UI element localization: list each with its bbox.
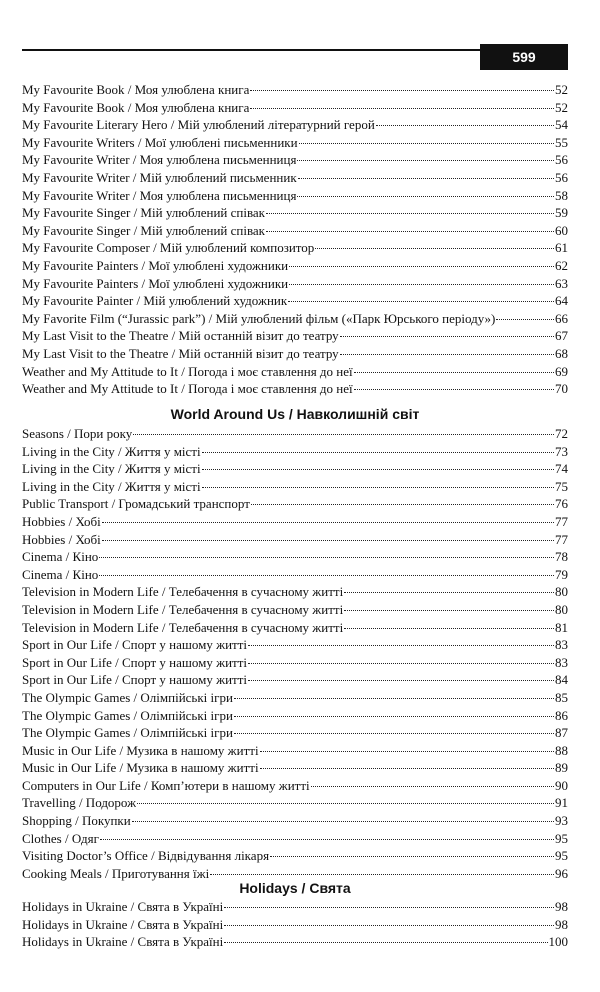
toc-entry: [22, 759, 568, 777]
toc-entry-title: Holidays in Ukraine / Свята в Україні: [22, 934, 224, 950]
toc-leader-dots: [234, 698, 554, 699]
toc-entry: [22, 239, 568, 257]
toc-entry: [22, 777, 568, 795]
toc-entry-page: 93: [555, 813, 568, 829]
toc-entry: [22, 134, 568, 152]
toc-entry: [22, 619, 568, 637]
toc-leader-dots: [132, 821, 554, 822]
toc-entry: [22, 257, 568, 275]
toc-leader-dots: [248, 645, 554, 646]
toc-entry: [22, 443, 568, 461]
toc-entry: [22, 345, 568, 363]
toc-entry-page: 68: [555, 345, 568, 361]
toc-leader-dots: [234, 733, 554, 734]
toc-entry-title: Living in the City / Життя у місті: [22, 461, 201, 477]
toc-entry-title: Living in the City / Життя у місті: [22, 443, 201, 459]
toc-leader-dots: [210, 874, 554, 875]
toc-leader-dots: [137, 803, 554, 804]
toc-entry: [22, 933, 568, 951]
toc-leader-dots: [260, 768, 554, 769]
toc-entry: [22, 495, 568, 513]
toc-entry-page: 88: [555, 742, 568, 758]
toc-leader-dots: [100, 839, 554, 840]
toc-leader-dots: [354, 389, 554, 390]
toc-entry-page: 89: [555, 760, 568, 776]
toc-entry-page: 84: [555, 672, 568, 688]
toc-entry-title: Shopping / Покупки: [22, 813, 131, 829]
toc-entry-title: My Favourite Singer / Мій улюблений співак: [22, 222, 266, 238]
toc-entry-page: 98: [555, 916, 568, 932]
toc-entry-page: 52: [555, 99, 568, 115]
toc-entry-page: 70: [555, 381, 568, 397]
toc-entry-title: My Favourite Literary Hero / Мій улюблений літературний герой: [22, 117, 375, 133]
toc-entry: [22, 460, 568, 478]
toc-leader-dots: [315, 248, 554, 249]
toc-leader-dots: [344, 610, 554, 611]
toc-leader-dots: [99, 575, 554, 576]
toc-entry: [22, 531, 568, 549]
toc-leader-dots: [344, 592, 554, 593]
toc-entry: [22, 847, 568, 865]
toc-entry-page: 63: [555, 275, 568, 291]
toc-entry-title: Television in Modern Life / Телебачення в сучасному житті: [22, 619, 344, 635]
toc-entry-page: 100: [548, 934, 568, 950]
toc-entry: [22, 830, 568, 848]
toc-entry-page: 83: [555, 637, 568, 653]
toc-entry: [22, 99, 568, 117]
toc-entry-title: My Favourite Painters / Мої улюблені художники: [22, 275, 289, 291]
toc-entry-title: Hobbies / Хобі: [22, 513, 101, 529]
toc-entry-page: 80: [555, 601, 568, 617]
toc-leader-dots: [260, 751, 554, 752]
toc-entry-page: 75: [555, 478, 568, 494]
toc-leader-dots: [298, 178, 554, 179]
toc-entry-title: My Favourite Book / Моя улюблена книга: [22, 82, 250, 97]
toc-entry: [22, 636, 568, 654]
toc-entry: [22, 275, 568, 293]
toc-entry-page: 87: [555, 725, 568, 741]
toc-entry: [22, 151, 568, 169]
toc-entry: [22, 380, 568, 398]
toc-entry-page: 76: [555, 496, 568, 512]
toc-entry-page: 59: [555, 205, 568, 221]
toc-entry: [22, 548, 568, 566]
toc-entry-page: 74: [555, 461, 568, 477]
toc-entry-title: Music in Our Life / Музика в нашому житті: [22, 760, 259, 776]
toc-entry-title: My Favourite Writer / Моя улюблена письменниця: [22, 187, 297, 203]
toc-entry: [22, 81, 568, 99]
toc-leader-dots: [250, 90, 554, 91]
toc-entry-title: Seasons / Пори року: [22, 426, 133, 441]
toc-entry-title: Public Transport / Громадський транспорт: [22, 496, 250, 512]
toc-group-3: [22, 898, 568, 951]
toc-entry-title: My Favourite Painter / Мій улюблений художник: [22, 293, 288, 309]
toc-entry-page: 85: [555, 689, 568, 705]
toc-leader-dots: [224, 907, 554, 908]
toc-leader-dots: [344, 628, 554, 629]
toc-entry-page: 56: [555, 152, 568, 168]
toc-leader-dots: [224, 925, 554, 926]
toc-entry-page: 64: [555, 293, 568, 309]
toc-leader-dots: [248, 680, 554, 681]
toc-entry: [22, 363, 568, 381]
toc-entry-page: 52: [555, 82, 568, 97]
toc-entry-title: Cinema / Кіно: [22, 566, 99, 582]
toc-entry-page: 56: [555, 169, 568, 185]
toc-leader-dots: [270, 856, 554, 857]
toc-entry-title: The Olympic Games / Олімпійські ігри: [22, 689, 233, 705]
toc-entry-page: 95: [555, 848, 568, 864]
toc-entry-title: The Olympic Games / Олімпійські ігри: [22, 707, 233, 723]
toc-entry: [22, 654, 568, 672]
toc-entry-page: 77: [555, 513, 568, 529]
toc-leader-dots: [266, 231, 554, 232]
toc-entry-page: 69: [555, 363, 568, 379]
toc-entry-title: Holidays in Ukraine / Свята в Україні: [22, 899, 224, 914]
toc-entry-page: 58: [555, 187, 568, 203]
toc-entry-page: 91: [555, 795, 568, 811]
toc-entry-title: Music in Our Life / Музика в нашому житті: [22, 742, 259, 758]
toc-entry-title: Weather and My Attitude to It / Погода і моє ставлення до неї: [22, 381, 353, 397]
toc-entry-page: 81: [555, 619, 568, 635]
toc-entry-title: Computers in Our Life / Комп’ютери в нашому житті: [22, 777, 310, 793]
toc-entry-title: Weather and My Attitude to It / Погода і моє ставлення до неї: [22, 363, 353, 379]
header-rule: [22, 49, 480, 51]
toc-entry-title: Sport in Our Life / Спорт у нашому житті: [22, 672, 248, 688]
toc-leader-dots: [354, 372, 554, 373]
toc-leader-dots: [376, 125, 554, 126]
toc-entry-title: Clothes / Одяг: [22, 830, 99, 846]
toc-leader-dots: [288, 301, 554, 302]
toc-leader-dots: [297, 196, 554, 197]
toc-entry-title: Living in the City / Життя у місті: [22, 478, 201, 494]
toc-leader-dots: [496, 319, 554, 320]
toc-entry: [22, 292, 568, 310]
toc-entry-page: 55: [555, 134, 568, 150]
toc-entry: [22, 898, 568, 916]
toc-entry-page: 73: [555, 443, 568, 459]
toc-entry: [22, 689, 568, 707]
toc-entry: [22, 204, 568, 222]
toc-leader-dots: [234, 716, 554, 717]
toc-entry-page: 95: [555, 830, 568, 846]
toc-leader-dots: [224, 942, 547, 943]
section-heading-holidays: Holidays / Свята: [239, 880, 351, 896]
toc-entry-page: 62: [555, 257, 568, 273]
toc-entry: [22, 116, 568, 134]
toc-leader-dots: [248, 663, 554, 664]
toc-leader-dots: [202, 469, 554, 470]
toc-entry-title: My Favourite Singer / Мій улюблений співак: [22, 205, 266, 221]
toc-entry: [22, 916, 568, 934]
toc-entry-page: 79: [555, 566, 568, 582]
toc-entry-page: 80: [555, 584, 568, 600]
toc-entry-title: Sport in Our Life / Спорт у нашому житті: [22, 654, 248, 670]
toc-entry-page: 72: [555, 426, 568, 441]
toc-leader-dots: [340, 336, 554, 337]
toc-entry: [22, 812, 568, 830]
toc-entry: [22, 222, 568, 240]
toc-entry-page: 90: [555, 777, 568, 793]
toc-entry-page: 67: [555, 328, 568, 344]
toc-entry-title: Visiting Doctor’s Office / Відвідування лікаря: [22, 848, 270, 864]
toc-entry-page: 54: [555, 117, 568, 133]
toc-entry-page: 77: [555, 531, 568, 547]
toc-entry: [22, 425, 568, 443]
section-heading-world-around-us: World Around Us / Навколишній світ: [170, 406, 420, 422]
toc-entry-title: My Favourite Writers / Мої улюблені письменники: [22, 134, 298, 150]
toc-entry-page: 60: [555, 222, 568, 238]
toc-entry: [22, 566, 568, 584]
toc-entry: [22, 707, 568, 725]
toc-entry-title: Television in Modern Life / Телебачення в сучасному житті: [22, 601, 344, 617]
toc-entry: [22, 513, 568, 531]
toc-entry-title: My Favourite Writer / Мій улюблений письменник: [22, 169, 297, 185]
toc-entry-page: 98: [555, 899, 568, 914]
toc-entry-title: My Last Visit to the Theatre / Мій останній візит до театру: [22, 345, 339, 361]
toc-entry-page: 96: [555, 865, 568, 881]
toc-entry: [22, 169, 568, 187]
toc-entry-title: My Favorite Film (“Jurassic park”) / Мій улюблений фільм («Парк Юрського періоду»): [22, 310, 496, 326]
toc-leader-dots: [251, 504, 554, 505]
toc-leader-dots: [297, 160, 554, 161]
toc-entry: [22, 583, 568, 601]
toc-leader-dots: [102, 540, 554, 541]
toc-leader-dots: [202, 452, 554, 453]
toc-entry-title: The Olympic Games / Олімпійські ігри: [22, 725, 233, 741]
page-number: 599: [480, 44, 568, 70]
toc-entry-title: Sport in Our Life / Спорт у нашому житті: [22, 637, 248, 653]
toc-leader-dots: [299, 143, 554, 144]
toc-leader-dots: [202, 487, 554, 488]
toc-entry-page: 66: [555, 310, 568, 326]
toc-entry-title: Cinema / Кіно: [22, 549, 99, 565]
toc-entry-title: My Favourite Writer / Моя улюблена письменниця: [22, 152, 297, 168]
toc-group-2: [22, 425, 568, 882]
toc-entry: [22, 327, 568, 345]
toc-entry-title: My Favourite Book / Моя улюблена книга: [22, 99, 250, 115]
toc-entry-page: 61: [555, 240, 568, 256]
toc-entry: [22, 478, 568, 496]
toc-leader-dots: [289, 266, 554, 267]
toc-entry: [22, 601, 568, 619]
toc-entry-title: My Favourite Painters / Мої улюблені художники: [22, 257, 289, 273]
toc-entry: [22, 794, 568, 812]
toc-leader-dots: [289, 284, 554, 285]
toc-entry: [22, 671, 568, 689]
toc-leader-dots: [133, 434, 554, 435]
toc-leader-dots: [102, 522, 554, 523]
toc-leader-dots: [266, 213, 554, 214]
toc-entry-page: 86: [555, 707, 568, 723]
toc-entry-title: My Favourite Composer / Мій улюблений композитор: [22, 240, 315, 256]
toc-entry-title: Television in Modern Life / Телебачення в сучасному житті: [22, 584, 344, 600]
toc-leader-dots: [311, 786, 554, 787]
toc-entry-title: My Last Visit to the Theatre / Мій останній візит до театру: [22, 328, 339, 344]
toc-leader-dots: [250, 108, 554, 109]
toc-entry-title: Hobbies / Хобі: [22, 531, 101, 547]
toc-entry-page: 83: [555, 654, 568, 670]
toc-entry: [22, 187, 568, 205]
toc-group-1: [22, 81, 568, 398]
toc-entry-title: Holidays in Ukraine / Свята в Україні: [22, 916, 224, 932]
toc-entry: [22, 724, 568, 742]
toc-leader-dots: [99, 557, 554, 558]
toc-entry-title: Cooking Meals / Приготування їжі: [22, 865, 210, 881]
toc-entry-title: Travelling / Подорож: [22, 795, 137, 811]
toc-entry: [22, 310, 568, 328]
toc-leader-dots: [340, 354, 554, 355]
toc-entry-page: 78: [555, 549, 568, 565]
toc-entry: [22, 742, 568, 760]
